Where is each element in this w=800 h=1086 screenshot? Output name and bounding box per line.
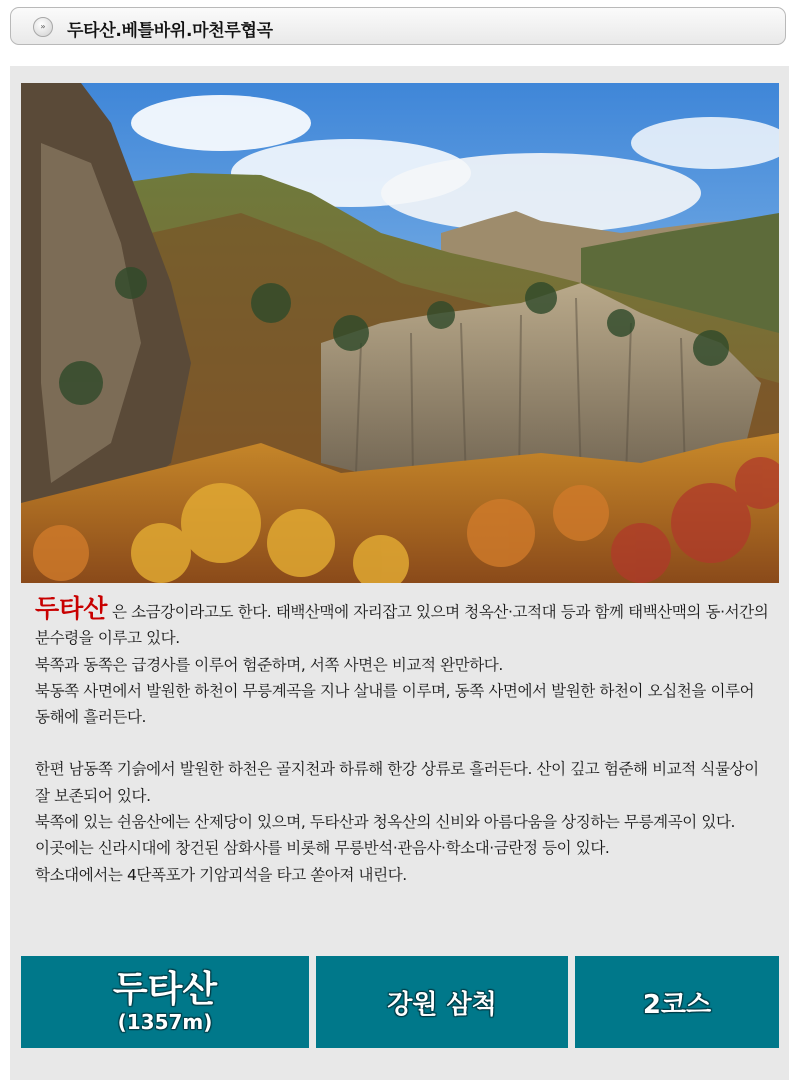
page-header	[10, 7, 786, 45]
mountain-height-label: (1357m)	[117, 1010, 213, 1034]
description-line: 은 소금강이라고도 한다. 태백산맥에 자리잡고 있으며 청옥산·고적대 등과 함께 태백산맥의 동·서간의 분수령을 이루고 있다.	[35, 603, 769, 648]
page-title: 두타산.베틀바위.마천루협곡	[67, 21, 273, 41]
paragraph-gap	[35, 730, 770, 756]
double-chevron-right-icon: »	[33, 17, 53, 37]
mountain-name: 두타산	[35, 594, 108, 623]
description-line: 북쪽과 동쪽은 급경사를 이루어 험준하며, 서쪽 사면은 비교적 완만하다.	[35, 655, 503, 674]
mountain-name-label: 두타산	[112, 969, 218, 1010]
location-label: 강원 삼척	[387, 989, 497, 1020]
description-line: 북쪽에 있는 쉰움산에는 산제당이 있으며, 두타산과 청옥산의 신비와 아름다움을 상징하는 무릉계곡이 있다.	[35, 813, 736, 832]
description-line: 이곳에는 신라시대에 창건된 삼화사를 비롯해 무릉반석·관음사·학소대·금란정 등이 있다.	[35, 839, 610, 858]
description-line: 북동쪽 사면에서 발원한 하천이 무릉계곡을 지나 살내를 이루며, 동쪽 사면에서 발원한 하천이 오십천을 이루어 동해에 흘러든다.	[35, 681, 755, 727]
mountain-description	[35, 596, 770, 888]
description-line: 한편 남동쪽 기슭에서 발원한 하천은 골지천과 하류해 한강 상류로 흘러든다. 산이 깊고 험준해 비교적 식물상이 잘 보존되어 있다.	[35, 760, 759, 805]
description-line: 학소대에서는 4단폭포가 기암괴석을 타고 쏟아져 내린다.	[35, 865, 407, 884]
mountain-photo	[21, 83, 779, 583]
course-label: 2코스	[642, 989, 712, 1020]
course-box	[575, 956, 779, 1048]
mountain-name-box	[21, 956, 309, 1048]
content-panel	[10, 66, 789, 1080]
location-box	[316, 956, 568, 1048]
